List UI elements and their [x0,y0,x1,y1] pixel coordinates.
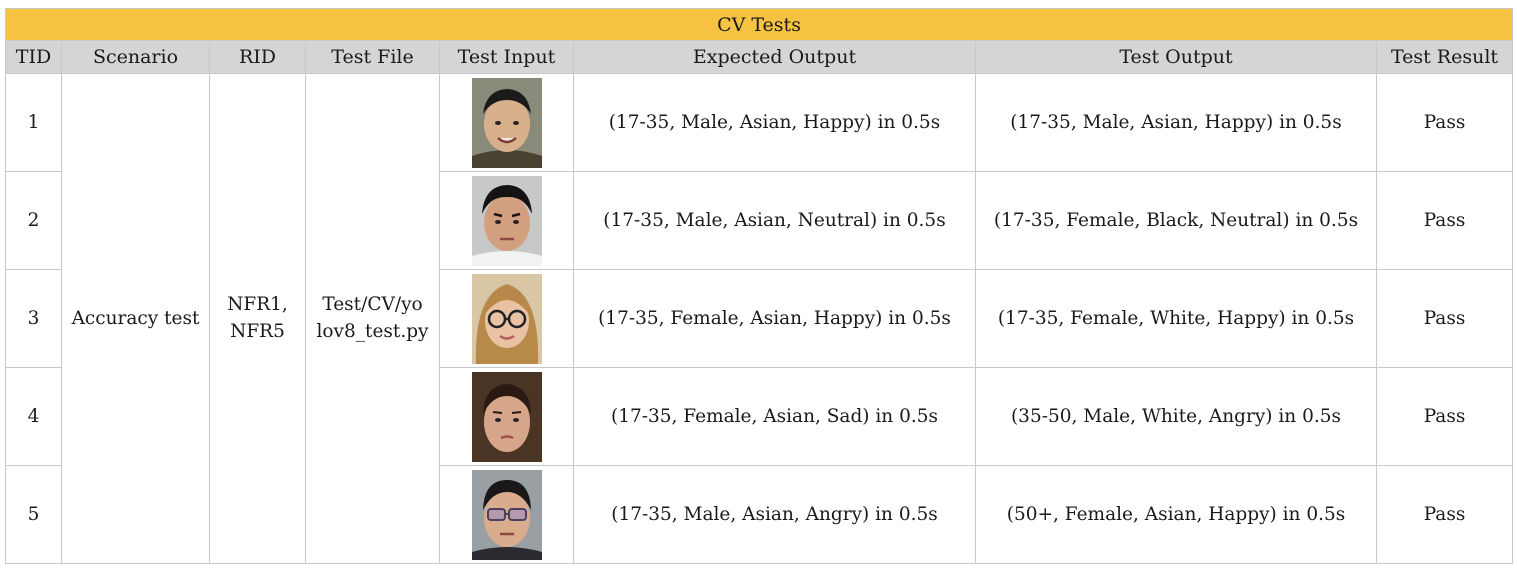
cell-expected-output[interactable]: (17-35, Male, Asian, Happy) in 0.5s [574,74,976,172]
column-header-test-input[interactable]: Test Input [440,41,574,74]
cell-test-output[interactable]: (17-35, Female, White, Happy) in 0.5s [976,270,1377,368]
column-header-test-result[interactable]: Test Result [1377,41,1513,74]
cell-test-file[interactable] [306,74,440,564]
column-header-rid[interactable]: RID [210,41,306,74]
column-header-scenario[interactable]: Scenario [62,41,210,74]
table-title[interactable]: CV Tests [6,9,1513,41]
header-row [6,41,1513,74]
cell-test-output[interactable]: (35-50, Male, White, Angry) in 0.5s [976,368,1377,466]
cell-expected-output[interactable]: (17-35, Female, Asian, Happy) in 0.5s [574,270,976,368]
cell-tid[interactable]: 1 [6,74,62,172]
cell-test-input[interactable] [440,270,574,368]
face-photo-icon [472,78,542,168]
rid-line-2: NFR5 [230,320,285,342]
face-photo-icon [472,274,542,364]
cell-tid[interactable]: 3 [6,270,62,368]
cell-test-output[interactable]: (50+, Female, Asian, Happy) in 0.5s [976,466,1377,564]
face-photo-icon [472,470,542,560]
column-header-test-output[interactable]: Test Output [976,41,1377,74]
rid-line-1: NFR1, [227,293,288,315]
test-file-line-2: lov8_test.py [316,320,429,342]
cell-test-input[interactable] [440,368,574,466]
cell-test-input[interactable] [440,172,574,270]
title-row [6,9,1513,41]
cell-rid[interactable] [210,74,306,564]
cell-test-result[interactable]: Pass [1377,172,1513,270]
test-file-line-1: Test/CV/yo [322,293,423,315]
column-header-tid[interactable]: TID [6,41,62,74]
cell-test-result[interactable]: Pass [1377,270,1513,368]
cell-tid[interactable]: 2 [6,172,62,270]
cell-test-output[interactable]: (17-35, Female, Black, Neutral) in 0.5s [976,172,1377,270]
cell-test-result[interactable]: Pass [1377,466,1513,564]
cv-tests-table [5,8,1513,564]
cell-expected-output[interactable]: (17-35, Female, Asian, Sad) in 0.5s [574,368,976,466]
cell-expected-output[interactable]: (17-35, Male, Asian, Angry) in 0.5s [574,466,976,564]
column-header-expected-output[interactable]: Expected Output [574,41,976,74]
cell-test-result[interactable]: Pass [1377,368,1513,466]
cell-test-input[interactable] [440,74,574,172]
cell-expected-output[interactable]: (17-35, Male, Asian, Neutral) in 0.5s [574,172,976,270]
cell-tid[interactable]: 5 [6,466,62,564]
table-row [6,74,1513,172]
face-photo-icon [472,372,542,462]
cell-test-input[interactable] [440,466,574,564]
cell-tid[interactable]: 4 [6,368,62,466]
cell-test-result[interactable]: Pass [1377,74,1513,172]
face-photo-icon [472,176,542,266]
column-header-test-file[interactable]: Test File [306,41,440,74]
cell-scenario[interactable]: Accuracy test [62,74,210,564]
cell-test-output[interactable]: (17-35, Male, Asian, Happy) in 0.5s [976,74,1377,172]
